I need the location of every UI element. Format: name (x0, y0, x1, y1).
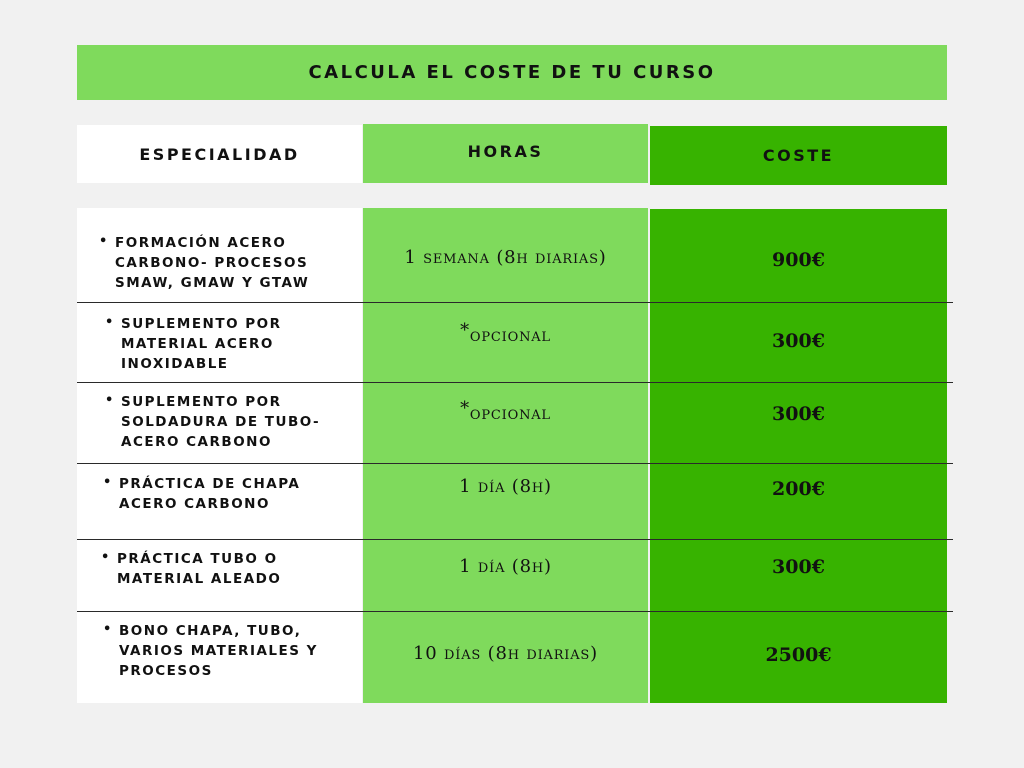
coste-cell: 200€ (772, 478, 825, 500)
title-bar (77, 45, 947, 100)
coste-column (650, 209, 947, 703)
row-divider (77, 382, 953, 383)
horas-value: 10 días (8h diarias) (413, 643, 598, 664)
bullet: • (101, 550, 110, 565)
horas-cell (363, 643, 648, 664)
especialidad-cell: PRÁCTICA DE CHAPA ACERO CARBONO (119, 476, 301, 512)
horas-value: 1 día (8h) (459, 556, 552, 577)
header-horas: HORAS (363, 124, 648, 183)
especialidad-cell: SUPLEMENTO POR MATERIAL ACERO INOXIDABLE (121, 316, 282, 372)
bullet: • (105, 315, 114, 330)
page-title: CALCULA EL COSTE DE TU CURSO (308, 62, 716, 83)
especialidad-cell: BONO CHAPA, TUBO, VARIOS MATERIALES Y PROCESOS (119, 623, 318, 679)
bullet: • (103, 622, 112, 637)
header-coste: COSTE (650, 126, 947, 185)
bullet: • (105, 393, 114, 408)
horas-cell (363, 556, 648, 577)
bullet: • (103, 475, 112, 490)
horas-column (363, 208, 648, 703)
coste-cell: 2500€ (765, 644, 832, 666)
especialidad-cell: PRÁCTICA TUBO O MATERIAL ALEADO (117, 551, 282, 587)
asterisk-mark: * (460, 398, 470, 419)
row-divider (77, 463, 953, 464)
horas-value: opcional (469, 403, 551, 424)
horas-cell (363, 320, 648, 346)
header-especialidad: ESPECIALIDAD (77, 125, 362, 183)
horas-value: opcional (469, 325, 551, 346)
horas-value: 1 semana (8h diarias) (404, 247, 607, 268)
horas-value: 1 día (8h) (459, 476, 552, 497)
coste-cell: 300€ (772, 403, 825, 425)
coste-cell: 300€ (772, 330, 825, 352)
especialidad-cell: FORMACIÓN ACERO CARBONO- PROCESOS SMAW, GMAW Y GTAW (115, 235, 310, 291)
horas-cell (363, 476, 648, 497)
coste-cell: 900€ (772, 249, 825, 271)
bullet: • (99, 234, 108, 249)
horas-cell (363, 247, 648, 268)
row-divider (77, 611, 953, 612)
row-divider (77, 539, 953, 540)
horas-cell (363, 398, 648, 424)
row-divider (77, 302, 953, 303)
especialidad-cell: SUPLEMENTO POR SOLDADURA DE TUBO- ACERO CARBONO (121, 394, 321, 450)
coste-cell: 300€ (772, 556, 825, 578)
asterisk-mark: * (460, 320, 470, 341)
